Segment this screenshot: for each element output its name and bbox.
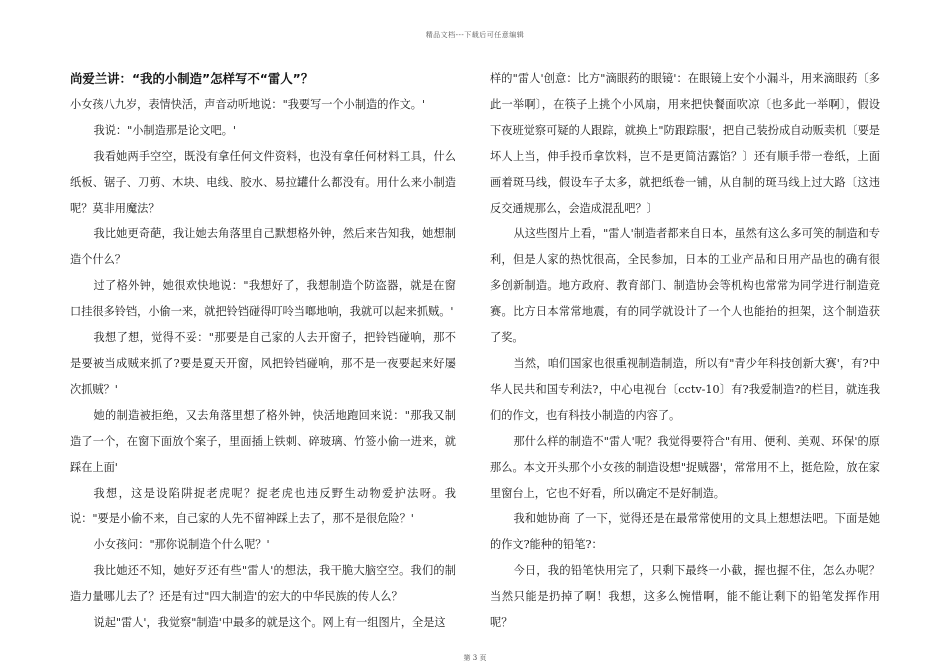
- paragraph: 我想了想，觉得不妥："那要是自己家的人去开窗子，把铃铛碰响，那不是要被当成贼来抓了?要是夏天开窗，风把铃铛碰响，那不是一夜要起来好屡次抓贼？': [70, 331, 456, 396]
- left-column: [70, 66, 456, 636]
- paragraph: 从这些图片上看，"雷人'制造者都来自日本，虽然有这么多可笑的制造和专利，但是人家的热忱很高，全民参加，日本的工业产品和日用产品也的确有很多创新制造。地方政府、教育部门、制造协会等机构也常常为同学进行制造竞赛。比方日本常常地震，有的同学就设计了一个人也能抬的担架，这个制造获了奖。: [490, 227, 880, 345]
- paragraph: 过了格外钟，她很欢快地说："我想好了，我想制造个防盗器，就是在窗口挂很多铃铛，小偷一来，就把铃铛碰得叮呤当啷地响，我就可以起来抓贼。': [70, 279, 456, 319]
- paragraph: 小女孩八九岁，表情快活，声音动听地说："我要写一个小制造的作文。': [70, 97, 426, 111]
- left-paragraphs: [70, 92, 456, 636]
- paragraph: 那什么样的制造不"雷人'呢？我觉得要符合"有用、便利、美观、环保'的原那么。本文开头那个小女孩的制造设想"捉贼器'，常常用不上，挺危险，放在家里窗台上，它也不好看，所以确定不是好制造。: [490, 434, 880, 500]
- right-column: [490, 66, 880, 636]
- paragraph: 我看她两手空空，既没有拿任何文件资料，也没有拿任何材料工具，什么纸板、锯子、刀剪、木块、电线、胶水、易拉罐什么都没有。用什么来小制造呢？莫非用魔法？: [70, 149, 456, 215]
- paragraph: 说起"雷人'，我觉察"制造'中最多的就是这个。网上有一组图片，全是这: [93, 616, 446, 630]
- paragraph: 当然，咱们国家也很重视制造制造，所以有"青少年科技创新大赛'，有?中华人民共和国专利法?，中心电视台〔cctv-10〕有?我爱制造?的栏目，就连我们的作文，也有科技小制造的内容了。: [490, 356, 880, 422]
- paragraph: 我比她还不知，她好歹还有些"雷人'的想法，我干脆大脑空空。我们的制造力量哪儿去了？还是有过"四大制造'的宏大的中华民族的传人么？: [70, 564, 456, 604]
- paragraph: 小女孩问："那你说制造个什么呢？': [93, 538, 270, 552]
- right-paragraphs: [490, 66, 880, 636]
- paragraph: 我和她协商 了一下，觉得还是在最常常使用的文具上想想法吧。下面是她的作文?能种的铅笔?：: [490, 512, 880, 552]
- paragraph: 今日，我的铅笔快用完了，只剩下最终一小截，握也握不住，怎么办呢？当然只能是扔掉了啊！我想，这多么惋惜啊，能不能让剩下的铅笔发挥作用呢？: [490, 564, 880, 630]
- article-title: 尚爱兰讲：“我的小制造”怎样写不“雷人”？: [70, 71, 314, 86]
- paragraph: 我说："小制造那是论文吧。': [93, 123, 236, 137]
- page-number: 第 3 页: [463, 654, 487, 662]
- paragraph: 我想，这是设陷阱捉老虎呢？捉老虎也违反野生动物爱护法呀。我说："要是小偷不来，自己家的人先不留神踩上去了，那不是很危险？': [70, 486, 456, 526]
- paragraph: 样的"雷人'创意：比方"滴眼药的眼镜'：在眼镜上安个小漏斗，用来滴眼药〔多此一举啊〕，在筷子上挑个小风扇，用来把快餐面吹凉〔也多此一举啊〕，假设下夜班觉察可疑的人跟踪，就换上"防跟踪服'，把自己装扮成自动贩卖机〔要是坏人上当，伸手投币拿饮料，岂不是更简洁露馅？〕还有顺手带一卷纸，上面画着斑马线，假设车子太多，就把纸卷一铺，从自制的斑马线上过大路〔这违反交通规那么，会造成混乱吧？〕: [490, 72, 880, 215]
- paragraph: 我比她更奇葩，我让她去角落里自己默想格外钟，然后来告知我，她想制造个什么？: [70, 227, 456, 267]
- page-header: 精品文档---下载后可任意编辑: [425, 31, 525, 39]
- paragraph: 她的制造被拒绝，又去角落里想了格外钟，快活地跑回来说："那我又制造了一个，在窗下面放个案子，里面插上铁刺、碎玻璃、竹签小偷一进来，就踩在上面': [70, 408, 456, 474]
